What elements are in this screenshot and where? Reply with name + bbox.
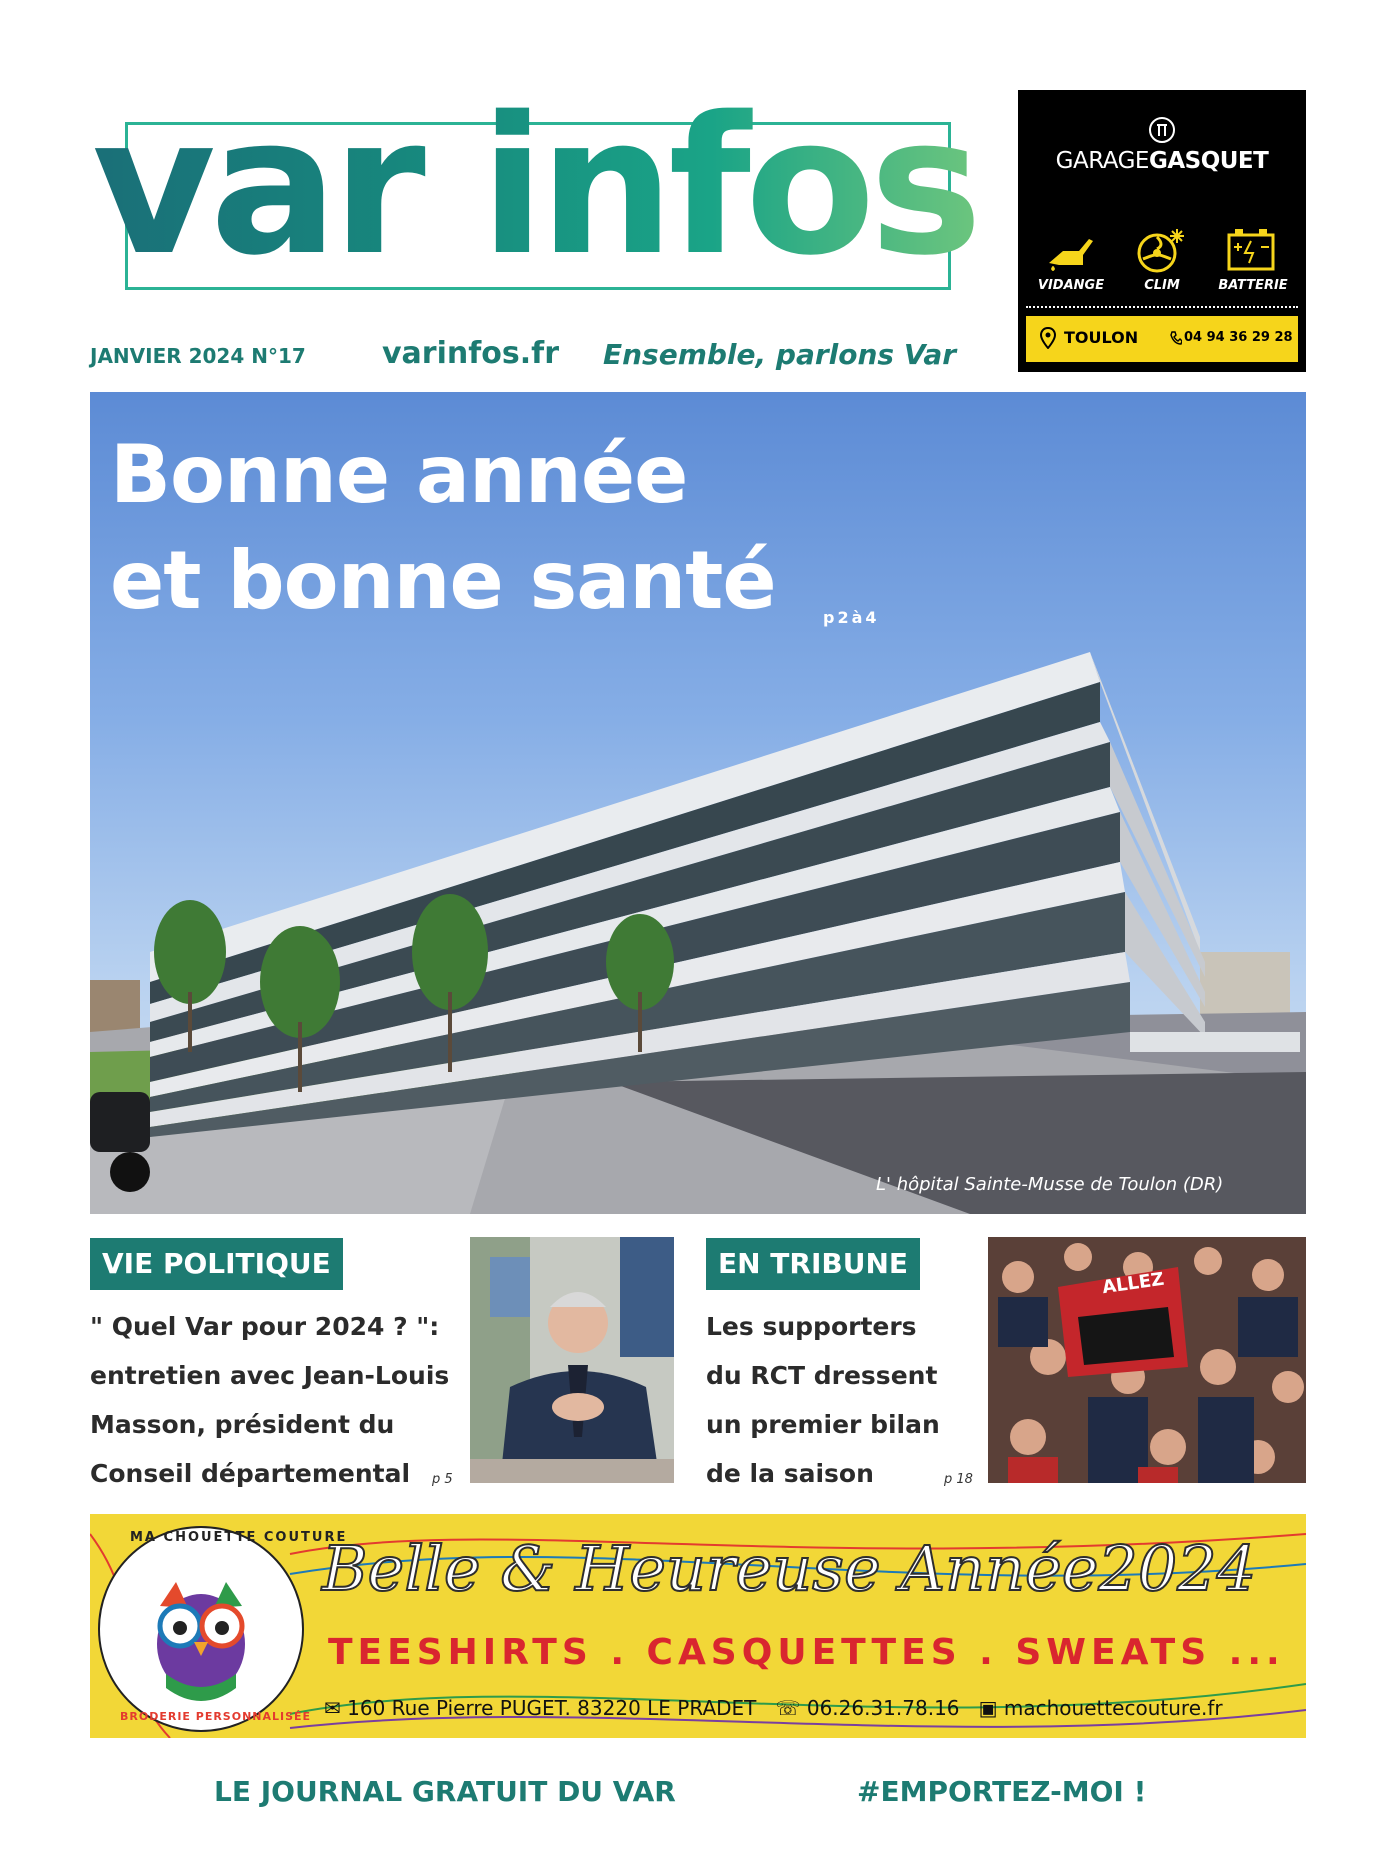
mail-icon: ✉ — [324, 1696, 341, 1720]
badge-top-text: MA CHOUETTE COUTURE — [130, 1530, 348, 1545]
article-line: " Quel Var pour 2024 ? ": — [90, 1312, 440, 1341]
article-line: un premier bilan — [706, 1410, 940, 1439]
hero-headline-line1: Bonne année — [110, 428, 688, 521]
article-line: Les supporters — [706, 1312, 917, 1341]
couture-banner-ad[interactable] — [90, 1514, 1306, 1738]
article-line: Conseil départemental — [90, 1459, 411, 1488]
website-link[interactable]: varinfos.fr — [382, 336, 559, 371]
footer-tagline: LE JOURNAL GRATUIT DU VAR — [214, 1775, 676, 1808]
service-clim: CLIM — [1144, 278, 1180, 293]
oil-can-icon — [1045, 225, 1097, 275]
page-reference: p 18 — [944, 1472, 973, 1487]
logo[interactable] — [92, 72, 992, 302]
page-reference: p 5 — [432, 1472, 453, 1487]
location-pin-icon — [1040, 327, 1056, 349]
hero-headline[interactable] — [110, 422, 776, 634]
banner-phone[interactable]: 06.26.31.78.16 — [806, 1696, 960, 1720]
garage-phone[interactable]: 04 94 36 29 28 — [1184, 330, 1293, 345]
banner-headline: Belle & Heureuse Année2024 — [322, 1532, 1257, 1605]
slogan: Ensemble, parlons Var — [603, 338, 957, 371]
footer-hashtag: #EMPORTEZ-MOI ! — [857, 1775, 1147, 1808]
article-line: entretien avec Jean-Louis — [90, 1361, 450, 1390]
battery-icon — [1225, 225, 1277, 275]
hero-photo[interactable] — [90, 392, 1306, 1214]
section-tag-en-tribune[interactable]: EN TRIBUNE — [706, 1238, 920, 1290]
hero-headline-line2: et bonne santé — [110, 534, 776, 627]
hero-page-reference: p2à4 — [823, 608, 880, 627]
air-conditioning-icon — [1135, 225, 1187, 275]
article-tribune[interactable] — [706, 1302, 946, 1498]
phone-icon: ☏ — [775, 1696, 801, 1720]
logo-text: var infos — [92, 72, 977, 302]
section-tag-vie-politique[interactable]: VIE POLITIQUE — [90, 1238, 343, 1290]
divider — [1026, 306, 1298, 308]
garage-name: GARAGEGASQUET — [1055, 148, 1269, 174]
photo-caption: L' hôpital Sainte-Musse de Toulon (DR) — [876, 1174, 1224, 1195]
article-line: du RCT dressent — [706, 1361, 938, 1390]
banner-address: 160 Rue Pierre PUGET. 83220 LE PRADET — [347, 1696, 757, 1720]
article-politique[interactable] — [90, 1302, 450, 1498]
politician-photo[interactable] — [470, 1237, 674, 1483]
issue-number: JANVIER 2024 N°17 — [90, 344, 306, 368]
service-vidange: VIDANGE — [1037, 278, 1105, 293]
garage-ad[interactable] — [1018, 90, 1306, 372]
badge-bottom-text: BRODERIE PERSONNALISÉE — [120, 1710, 312, 1723]
banner-products: TEESHIRTS . CASQUETTES . SWEATS ... — [328, 1632, 1285, 1673]
garage-contact — [1026, 316, 1298, 362]
supporters-photo[interactable] — [988, 1237, 1306, 1483]
service-batterie: BATTERIE — [1218, 278, 1288, 293]
banner-website[interactable]: machouettecouture.fr — [1003, 1696, 1223, 1720]
article-line: Masson, président du — [90, 1410, 395, 1439]
garage-logo-icon — [1148, 116, 1176, 144]
phone-icon — [1170, 331, 1182, 345]
computer-icon: ▣ — [978, 1696, 998, 1720]
ma-chouette-couture-badge — [96, 1524, 306, 1734]
article-line: de la saison — [706, 1459, 874, 1488]
flag-text: ALLEZ — [1100, 1268, 1166, 1299]
garage-city: TOULON — [1064, 328, 1139, 347]
banner-contact — [324, 1696, 1223, 1720]
